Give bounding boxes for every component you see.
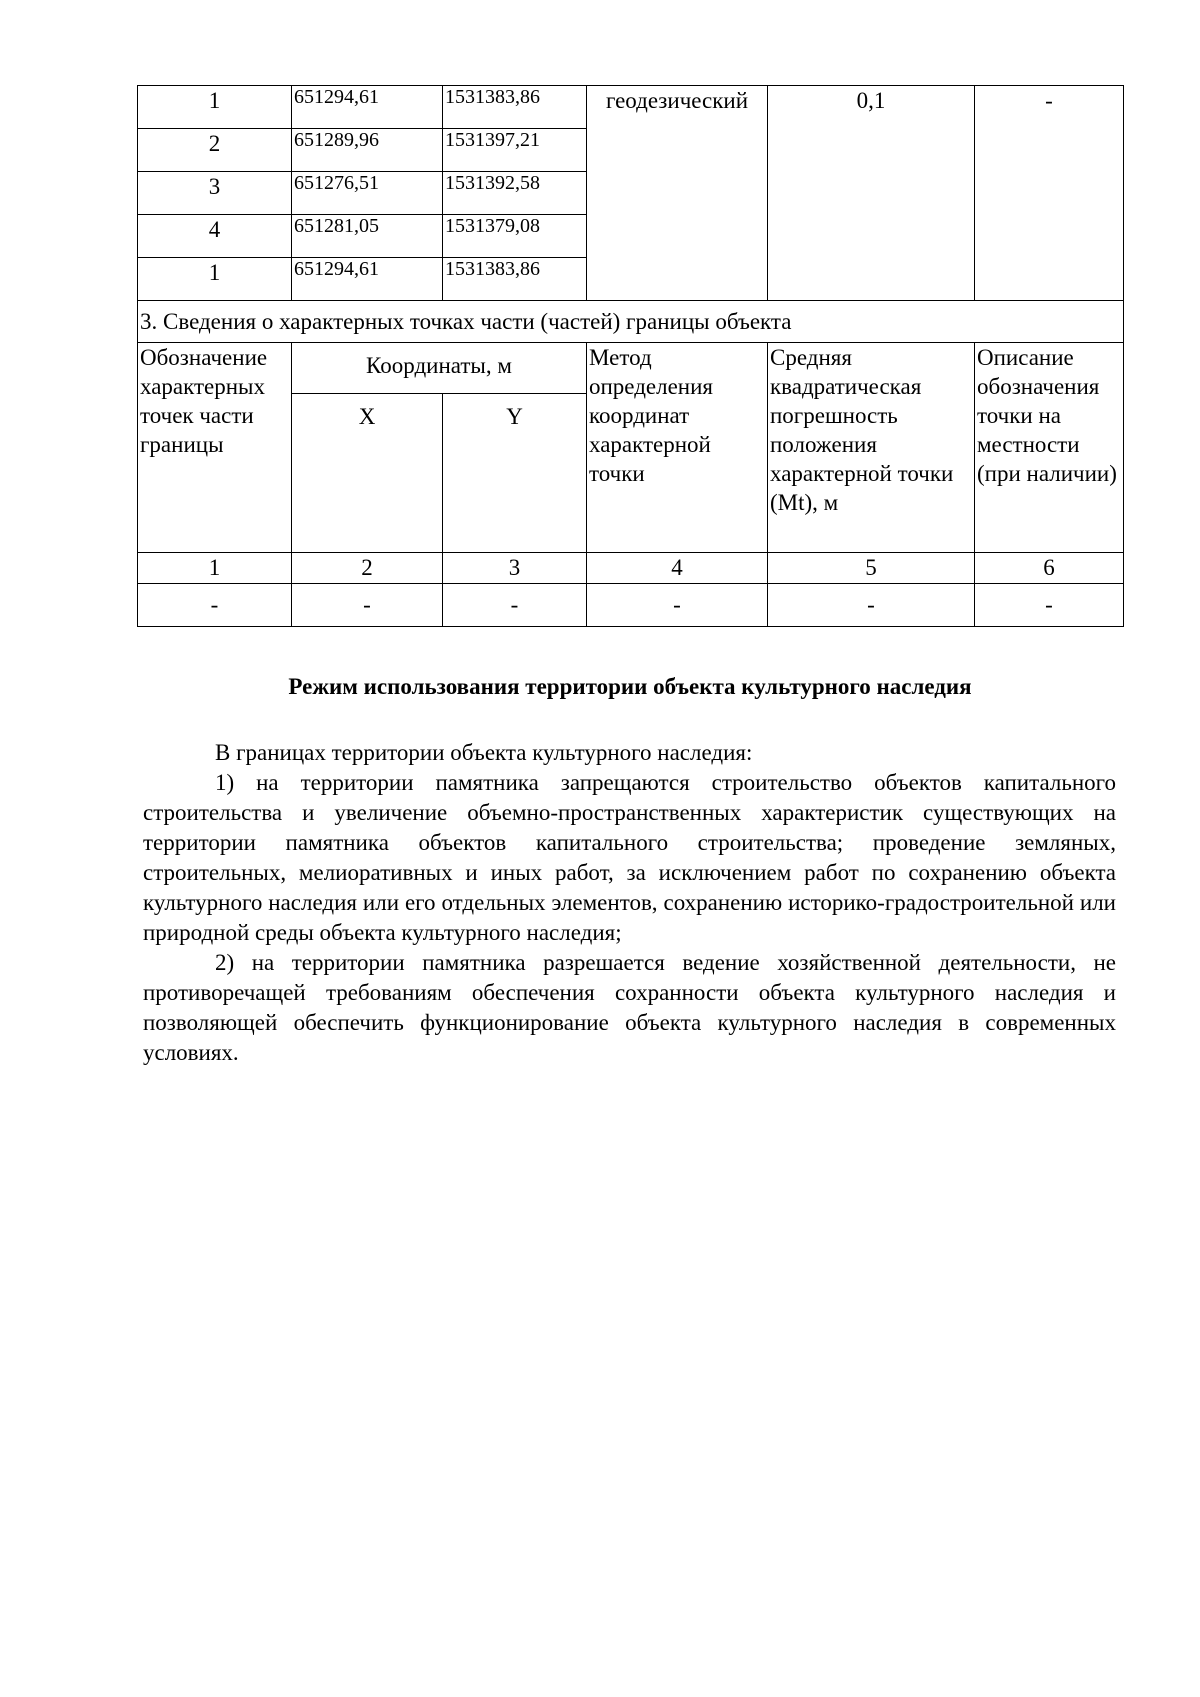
point-x: 651281,05 [292, 215, 443, 258]
accuracy-cell: 0,1 [768, 86, 975, 301]
point-number: 2 [138, 129, 292, 172]
point-y: 1531397,21 [443, 129, 587, 172]
header-x: X [292, 394, 443, 553]
empty-cell: - [768, 584, 975, 627]
point-number: 1 [138, 86, 292, 129]
point-x: 651276,51 [292, 172, 443, 215]
column-number: 1 [138, 553, 292, 584]
point-y: 1531383,86 [443, 258, 587, 301]
point-number: 3 [138, 172, 292, 215]
description-cell: - [975, 86, 1124, 301]
header-y: Y [443, 394, 587, 553]
section-title: 3. Сведения о характерных точках части (частей) границы объекта [138, 301, 1124, 343]
coordinates-table [137, 85, 1124, 627]
regime-paragraph: В границах территории объекта культурного наследия: [215, 740, 753, 765]
column-number: 6 [975, 553, 1124, 584]
empty-cell: - [443, 584, 587, 627]
regime-paragraph: 1) на территории памятника запрещаются строительство объектов капитального строительства и увеличение объемно-пространственных характеристик существующих на территории памятника объектов капитального строительства; проведение земляных, строительных, мелиоративных и иных работ, за исключением работ по сохранению объекта культурного наследия или его отдельных элементов, сохранению историко-градостроительной или природной среды объекта культурного наследия; [143, 770, 1116, 945]
empty-cell: - [138, 584, 292, 627]
header-accuracy: Средняя квадратическая погрешность положения характерной точки (Mt), м [768, 343, 975, 553]
point-y: 1531383,86 [443, 86, 587, 129]
regime-heading: Режим использования территории объекта культурного наследия [288, 674, 972, 699]
section-title-row [138, 301, 1124, 343]
point-x: 651294,61 [292, 86, 443, 129]
column-number: 4 [587, 553, 768, 584]
column-number: 5 [768, 553, 975, 584]
header-designation: Обозначение характерных точек части границы [138, 343, 292, 553]
header-row [138, 343, 1124, 394]
empty-cell: - [292, 584, 443, 627]
header-method: Метод определения координат характерной точки [587, 343, 768, 553]
point-y: 1531392,58 [443, 172, 587, 215]
point-x: 651294,61 [292, 258, 443, 301]
point-number: 4 [138, 215, 292, 258]
table-row [138, 584, 1124, 627]
empty-cell: - [587, 584, 768, 627]
column-numbers-row [138, 553, 1124, 584]
point-number: 1 [138, 258, 292, 301]
point-x: 651289,96 [292, 129, 443, 172]
header-coordinates: Координаты, м [292, 343, 587, 394]
table-row [138, 86, 1124, 129]
column-number: 3 [443, 553, 587, 584]
method-cell: геодезический [587, 86, 768, 301]
header-description: Описание обозначения точки на местности (при наличии) [975, 343, 1124, 553]
point-y: 1531379,08 [443, 215, 587, 258]
column-number: 2 [292, 553, 443, 584]
empty-cell: - [975, 584, 1124, 627]
regime-body [143, 738, 1116, 1068]
regime-paragraph: 2) на территории памятника разрешается ведение хозяйственной деятельности, не противоречащей требованиям обеспечения сохранности объекта культурного наследия и позволяющей обеспечить функционирование объекта культурного наследия в современных условиях. [143, 950, 1116, 1065]
